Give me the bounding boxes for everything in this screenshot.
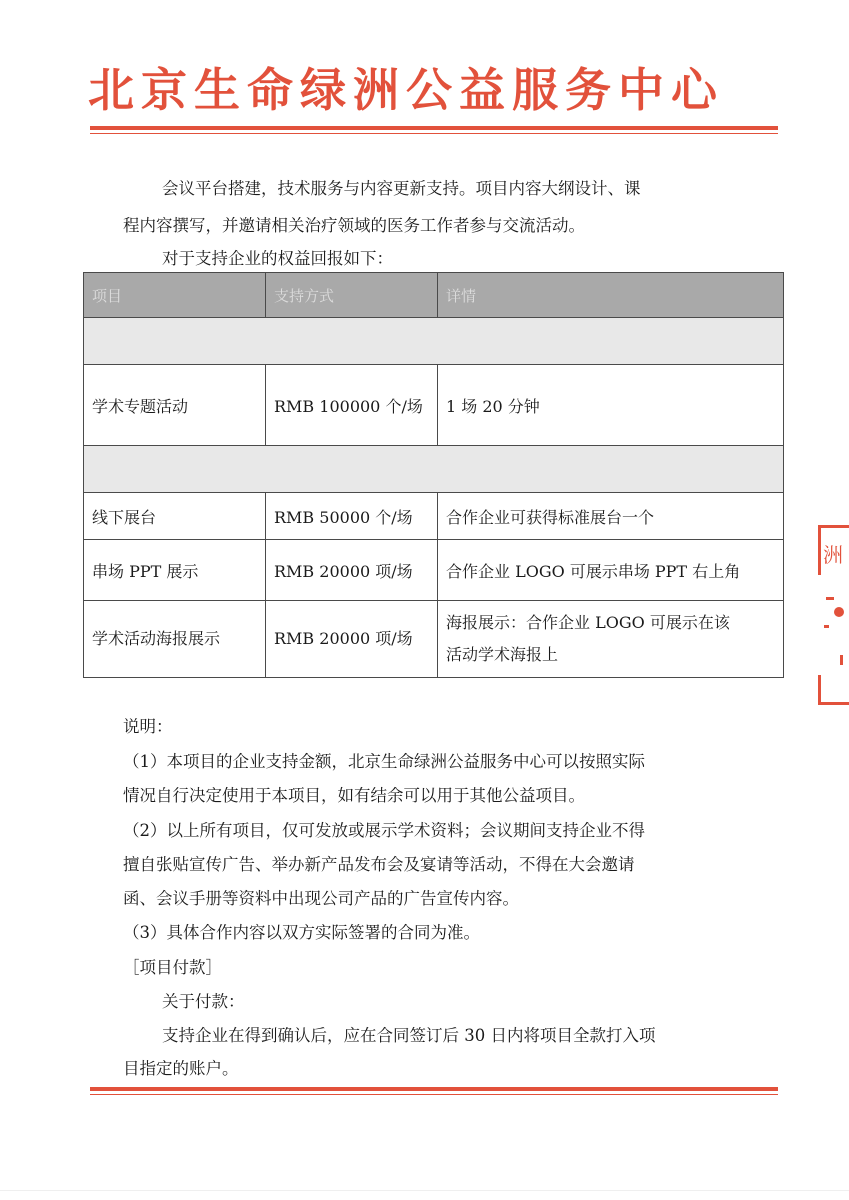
payment-line-1: 支持企业在得到确认后，应在合同签订后 30 日内将项目全款打入项 [162, 1026, 656, 1045]
table-row [84, 601, 784, 678]
row-detail: 1 场 20 分钟 [438, 365, 784, 446]
column-header-item: 项目 [84, 273, 266, 318]
row-detail: 合作企业可获得标准展台一个 [438, 493, 784, 540]
row-method: RMB 100000 个/场 [266, 365, 438, 446]
seal-stamp-fragment [840, 655, 843, 665]
note-2-line-2: 擅自张贴宣传广告、举办新产品发布会及宴请等活动，不得在大会邀请 [123, 855, 635, 874]
payment-subheading: 关于付款： [162, 992, 245, 1011]
letterhead-top-rule [90, 126, 778, 134]
seal-stamp-fragment [824, 625, 829, 628]
note-2-line-3: 函、会议手册等资料中出现公司产品的广告宣传内容。 [123, 889, 519, 908]
row-detail [438, 601, 784, 678]
seal-stamp-fragment [826, 597, 834, 600]
table-section-row [84, 318, 784, 365]
row-method: RMB 20000 项/场 [266, 540, 438, 601]
seal-stamp-char: 洲 [823, 543, 843, 567]
seal-stamp [818, 525, 849, 705]
payment-line-2: 目指定的账户。 [123, 1059, 239, 1078]
table-row [84, 540, 784, 601]
table-row [84, 365, 784, 446]
seal-stamp-fragment [834, 607, 844, 617]
section-label [84, 318, 784, 365]
payment-heading: ［项目付款］ [123, 958, 222, 977]
table-header-row [84, 273, 784, 318]
note-1-line-2: 情况自行决定使用于本项目，如有结余可以用于其他公益项目。 [123, 786, 585, 805]
note-1-line-1: （1）本项目的企业支持金额，北京生命绿洲公益服务中心可以按照实际 [123, 752, 645, 771]
page-bottom-edge [0, 1190, 849, 1191]
letterhead-bottom-rule [90, 1087, 778, 1095]
intro-line-1: 会议平台搭建，技术服务与内容更新支持。项目内容大纲设计、课 [162, 179, 641, 198]
column-header-method: 支持方式 [266, 273, 438, 318]
notes-heading: 说明： [123, 717, 173, 736]
row-method: RMB 50000 个/场 [266, 493, 438, 540]
table-section-row [84, 446, 784, 493]
table-row [84, 493, 784, 540]
letterhead-title: 北京生命绿洲公益服务中心 [88, 63, 724, 117]
row-item: 学术活动海报展示 [84, 601, 266, 678]
row-detail-line-1: 海报展示：合作企业 LOGO 可展示在该 [446, 613, 730, 632]
note-2-line-1: （2）以上所有项目，仅可发放或展示学术资料；会议期间支持企业不得 [123, 821, 645, 840]
note-3: （3）具体合作内容以双方实际签署的合同为准。 [123, 923, 480, 942]
row-detail-line-2: 活动学术海报上 [446, 645, 559, 664]
row-item: 线下展台 [84, 493, 266, 540]
seal-stamp-border-bottom [818, 675, 849, 705]
intro-line-2: 程内容撰写，并邀请相关治疗领域的医务工作者参与交流活动。 [123, 216, 585, 235]
column-header-detail: 详情 [438, 273, 784, 318]
section-label [84, 446, 784, 493]
row-detail: 合作企业 LOGO 可展示串场 PPT 右上角 [438, 540, 784, 601]
row-method: RMB 20000 项/场 [266, 601, 438, 678]
row-item: 串场 PPT 展示 [84, 540, 266, 601]
benefits-table [83, 272, 784, 678]
row-item: 学术专题活动 [84, 365, 266, 446]
intro-line-3: 对于支持企业的权益回报如下： [162, 249, 393, 268]
